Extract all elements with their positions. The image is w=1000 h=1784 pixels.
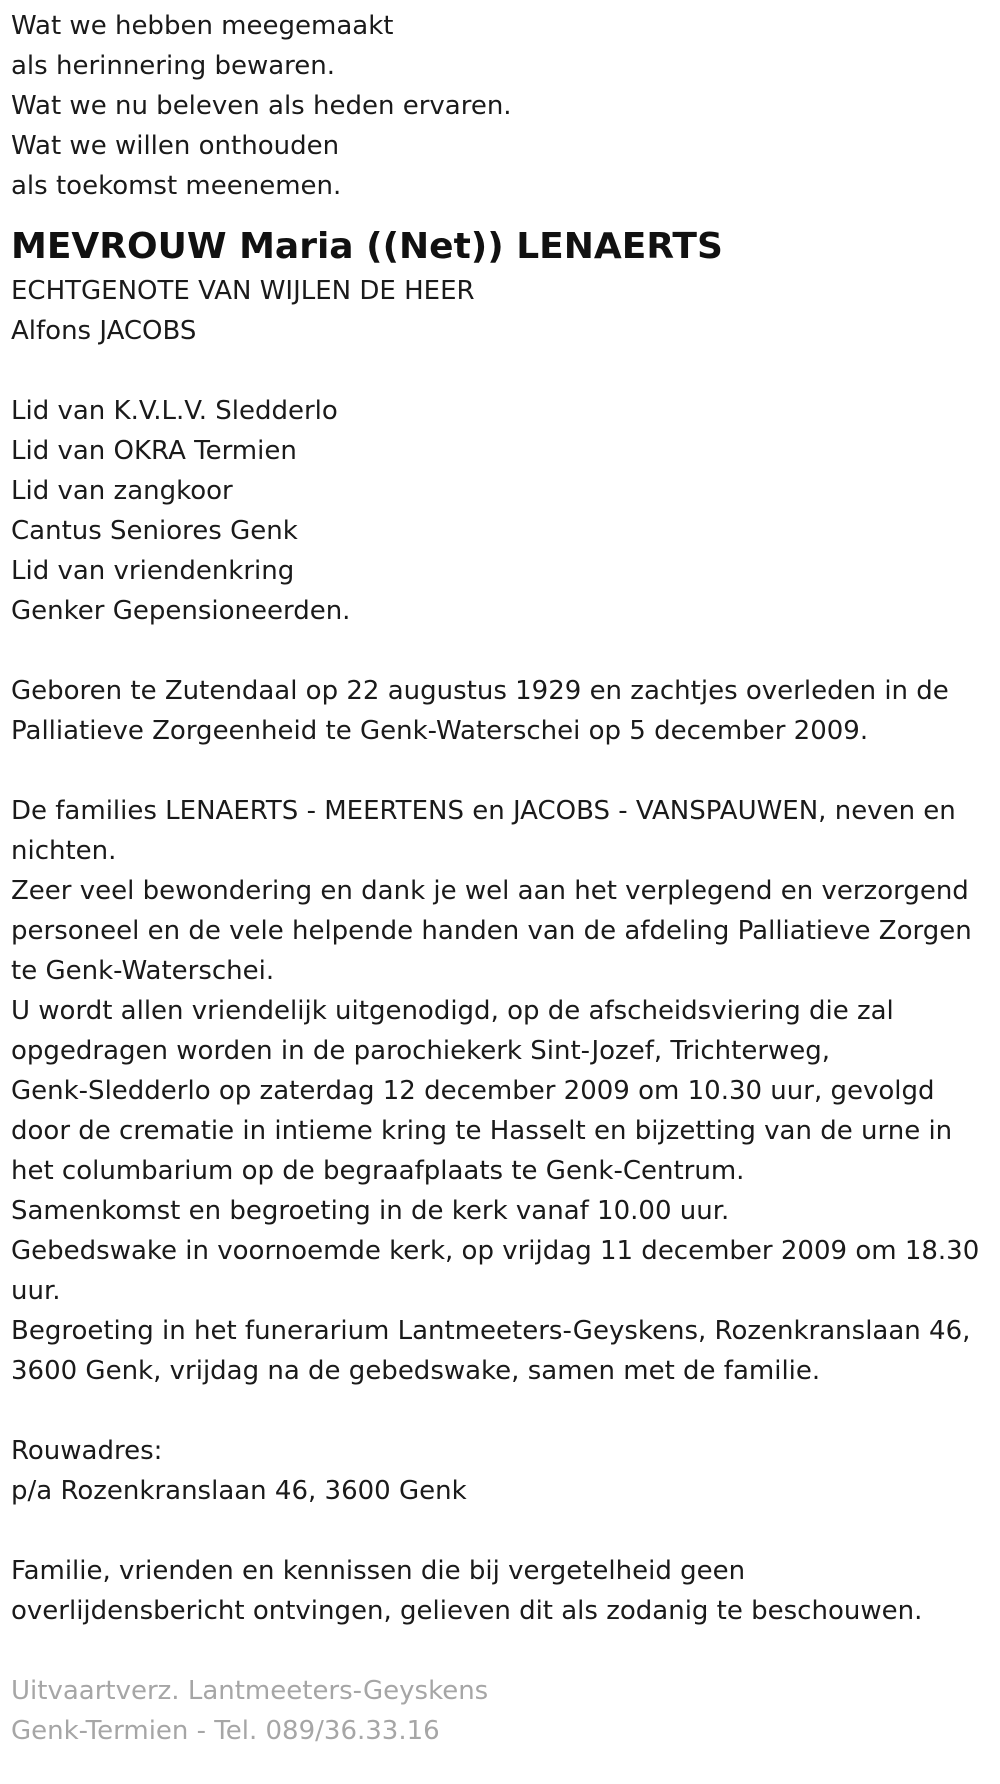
birth-death	[11, 671, 991, 751]
deceased-name: MEVROUW Maria ((Net)) LENAERTS	[11, 226, 723, 267]
footer-line: Genk-Termien - Tel. 089/36.33.16	[11, 1716, 440, 1746]
notice-line: Familie, vrienden en kennissen die bij vergetelheid geen	[11, 1556, 746, 1586]
detail-line: personeel en de vele helpende handen van de afdeling Palliatieve Zorgen	[11, 916, 972, 946]
detail-line: Zeer veel bewondering en dank je wel aan het verplegend en verzorgend	[11, 876, 969, 906]
membership-line: Genker Gepensioneerden.	[11, 596, 351, 626]
detail-line: opgedragen worden in de parochiekerk Sint-Jozef, Trichterweg,	[11, 1036, 831, 1066]
spouse-line: Alfons JACOBS	[11, 316, 197, 346]
footer-line: Uitvaartverz. Lantmeeters-Geyskens	[11, 1676, 489, 1706]
detail-line: Gebedswake in voornoemde kerk, op vrijdag 11 december 2009 om 18.30	[11, 1236, 980, 1266]
membership-line: Lid van K.V.L.V. Sledderlo	[11, 396, 338, 426]
detail-line: 3600 Genk, vrijdag na de gebedswake, samen met de familie.	[11, 1356, 821, 1386]
poem-line: als herinnering bewaren.	[11, 51, 336, 81]
membership-line: Lid van vriendenkring	[11, 556, 295, 586]
address-line: Rouwadres:	[11, 1436, 163, 1466]
detail-line: te Genk-Waterschei.	[11, 956, 275, 986]
detail-line: het columbarium op de begraafplaats te Genk-Centrum.	[11, 1156, 745, 1186]
spacer	[11, 751, 991, 791]
address-line: p/a Rozenkranslaan 46, 3600 Genk	[11, 1476, 467, 1506]
poem-line: Wat we hebben meegemaakt	[11, 11, 394, 41]
spacer	[11, 1631, 991, 1671]
spacer	[11, 1391, 991, 1431]
membership-line: Cantus Seniores Genk	[11, 516, 298, 546]
mourning-address	[11, 1431, 991, 1511]
memberships	[11, 391, 991, 631]
detail-line: nichten.	[11, 836, 117, 866]
notice	[11, 1551, 991, 1631]
detail-line: uur.	[11, 1276, 61, 1306]
birth-death-line: Palliatieve Zorgeenheid te Genk-Waterschei op 5 december 2009.	[11, 716, 869, 746]
membership-line: Lid van OKRA Termien	[11, 436, 297, 466]
spacer	[11, 1511, 991, 1551]
spouse-line: ECHTGENOTE VAN WIJLEN DE HEER	[11, 276, 475, 306]
detail-line: U wordt allen vriendelijk uitgenodigd, op de afscheidsviering die zal	[11, 996, 894, 1026]
membership-line: Lid van zangkoor	[11, 476, 233, 506]
spouse	[11, 271, 991, 351]
funeral-home-footer	[11, 1671, 991, 1751]
detail-line: Samenkomst en begroeting in de kerk vanaf 10.00 uur.	[11, 1196, 730, 1226]
birth-death-line: Geboren te Zutendaal op 22 augustus 1929 en zachtjes overleden in de	[11, 676, 949, 706]
poem-line: Wat we nu beleven als heden ervaren.	[11, 91, 512, 121]
detail-line: De families LENAERTS - MEERTENS en JACOBS - VANSPAUWEN, neven en	[11, 796, 956, 826]
detail-line: Begroeting in het funerarium Lantmeeters-Geyskens, Rozenkranslaan 46,	[11, 1316, 971, 1346]
poem	[11, 6, 991, 206]
notice-line: overlijdensbericht ontvingen, gelieven dit als zodanig te beschouwen.	[11, 1596, 923, 1626]
ceremony-details	[11, 791, 991, 1391]
detail-line: Genk-Sledderlo op zaterdag 12 december 2009 om 10.30 uur, gevolgd	[11, 1076, 935, 1106]
detail-line: door de crematie in intieme kring te Hasselt en bijzetting van de urne in	[11, 1116, 953, 1146]
spacer	[11, 631, 991, 671]
poem-line: Wat we willen onthouden	[11, 131, 340, 161]
spacer	[11, 351, 991, 391]
poem-line: als toekomst meenemen.	[11, 171, 342, 201]
obituary	[11, 6, 991, 1751]
